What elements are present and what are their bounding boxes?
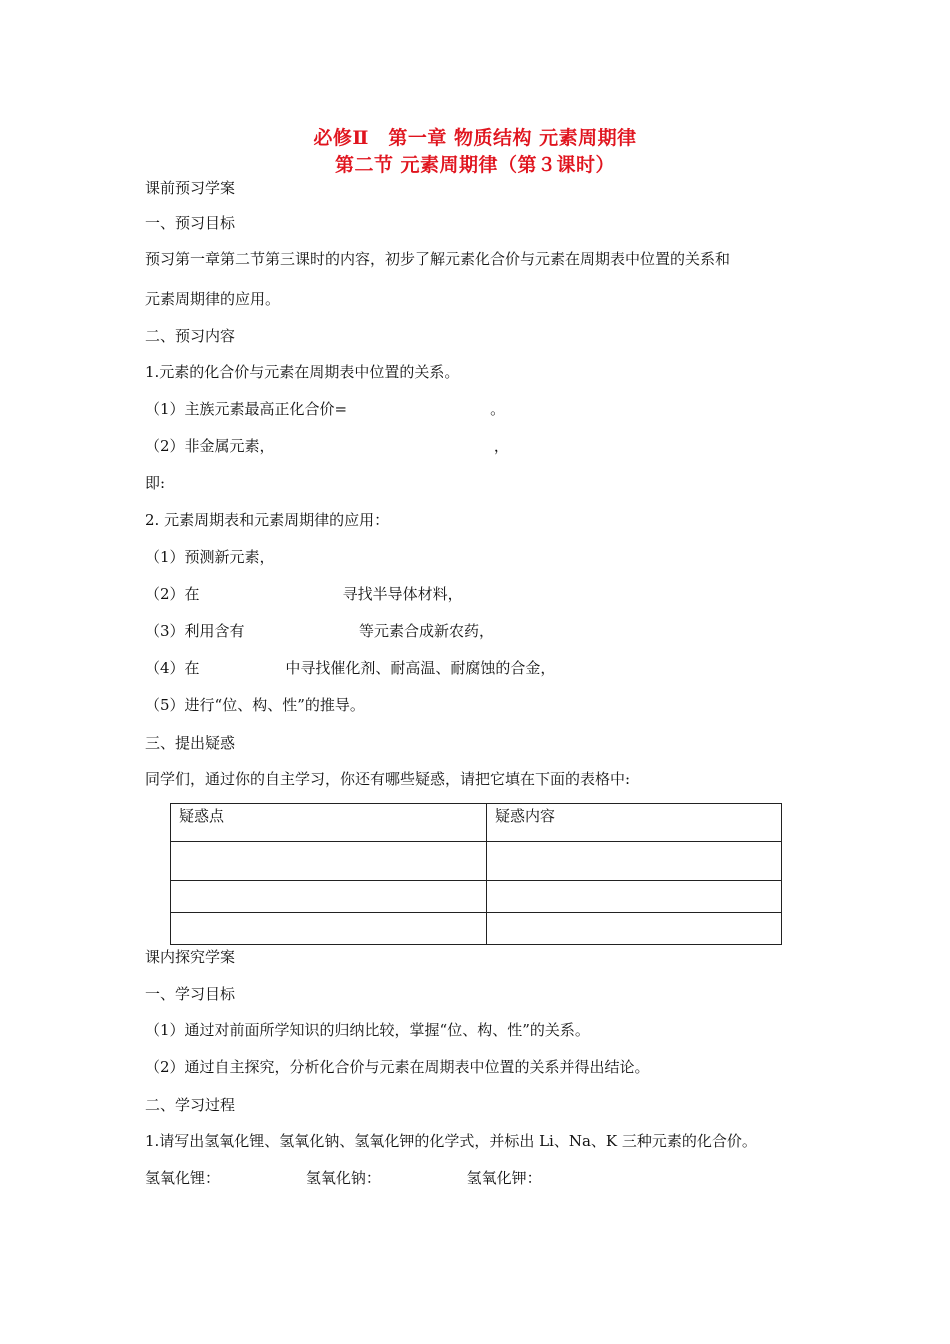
table-cell[interactable] — [171, 881, 487, 913]
table-header-cell: 疑惑内容 — [487, 804, 782, 842]
inclass-hydroxides: 氢氧化锂： 氢氧化钠： 氢氧化钾： — [145, 1169, 542, 1187]
table-row — [171, 842, 782, 881]
title-line-2: 第二节 元素周期律（第３课时） — [334, 154, 616, 176]
preview-item-2-5: （5）进行“位、构、性”的推导。 — [145, 696, 365, 714]
title-line-1: 必修Ⅱ 第一章 物质结构 元素周期律 — [313, 127, 637, 149]
inclass-goal-1: （1）通过对前面所学知识的归纳比较，掌握“位、构、性”的关系。 — [145, 1021, 590, 1039]
preview-goal-text-1: 预习第一章第二节第三课时的内容，初步了解元素化合价与元素在周期表中位置的关系和 — [145, 250, 731, 268]
preview-goal-heading: 一、预习目标 — [145, 214, 236, 232]
table-cell[interactable] — [487, 842, 782, 881]
inclass-goal-2: （2）通过自主探究，分析化合价与元素在周期表中位置的关系并得出结论。 — [145, 1058, 650, 1076]
preview-item-2-4: （4）在 中寻找催化剂、耐高温、耐腐蚀的合金， — [145, 659, 556, 677]
inclass-heading: 课内探究学案 — [145, 948, 236, 966]
preview-doubt-text: 同学们，通过你的自主学习，你还有哪些疑惑，请把它填在下面的表格中: — [145, 770, 631, 788]
preview-content-heading: 二、预习内容 — [145, 327, 236, 345]
inclass-process-heading: 二、学习过程 — [145, 1096, 236, 1114]
preview-item-1: 1.元素的化合价与元素在周期表中位置的关系。 — [145, 363, 460, 381]
preview-heading: 课前预习学案 — [145, 179, 236, 197]
preview-item-1-1: （1）主族元素最高正化合价= 。 — [145, 400, 506, 418]
table-row — [171, 913, 782, 945]
doubt-table — [170, 803, 782, 945]
preview-goal-text-2: 元素周期律的应用。 — [145, 290, 281, 308]
table-cell[interactable] — [171, 913, 487, 945]
inclass-goal-heading: 一、学习目标 — [145, 985, 236, 1003]
preview-item-2-2: （2）在 寻找半导体材料， — [145, 585, 463, 603]
inclass-process-1: 1.请写出氢氧化锂、氢氧化钠、氢氧化钾的化学式，并标出 Li、Na、K 三种元素的化合价。 — [145, 1132, 757, 1150]
preview-item-2-1: （1）预测新元素， — [145, 548, 275, 566]
table-cell[interactable] — [487, 913, 782, 945]
preview-item-2: 2. 元素周期表和元素周期律的应用： — [145, 511, 390, 529]
table-header-row — [171, 804, 782, 842]
table-header-cell: 疑惑点 — [171, 804, 487, 842]
table-cell[interactable] — [487, 881, 782, 913]
preview-item-1-3: 即: — [145, 474, 166, 492]
preview-doubt-heading: 三、提出疑惑 — [145, 734, 236, 752]
preview-item-1-2: （2）非金属元素， ， — [145, 437, 509, 455]
table-cell[interactable] — [171, 842, 487, 881]
preview-item-2-3: （3）利用含有 等元素合成新农药， — [145, 622, 494, 640]
table-row — [171, 881, 782, 913]
